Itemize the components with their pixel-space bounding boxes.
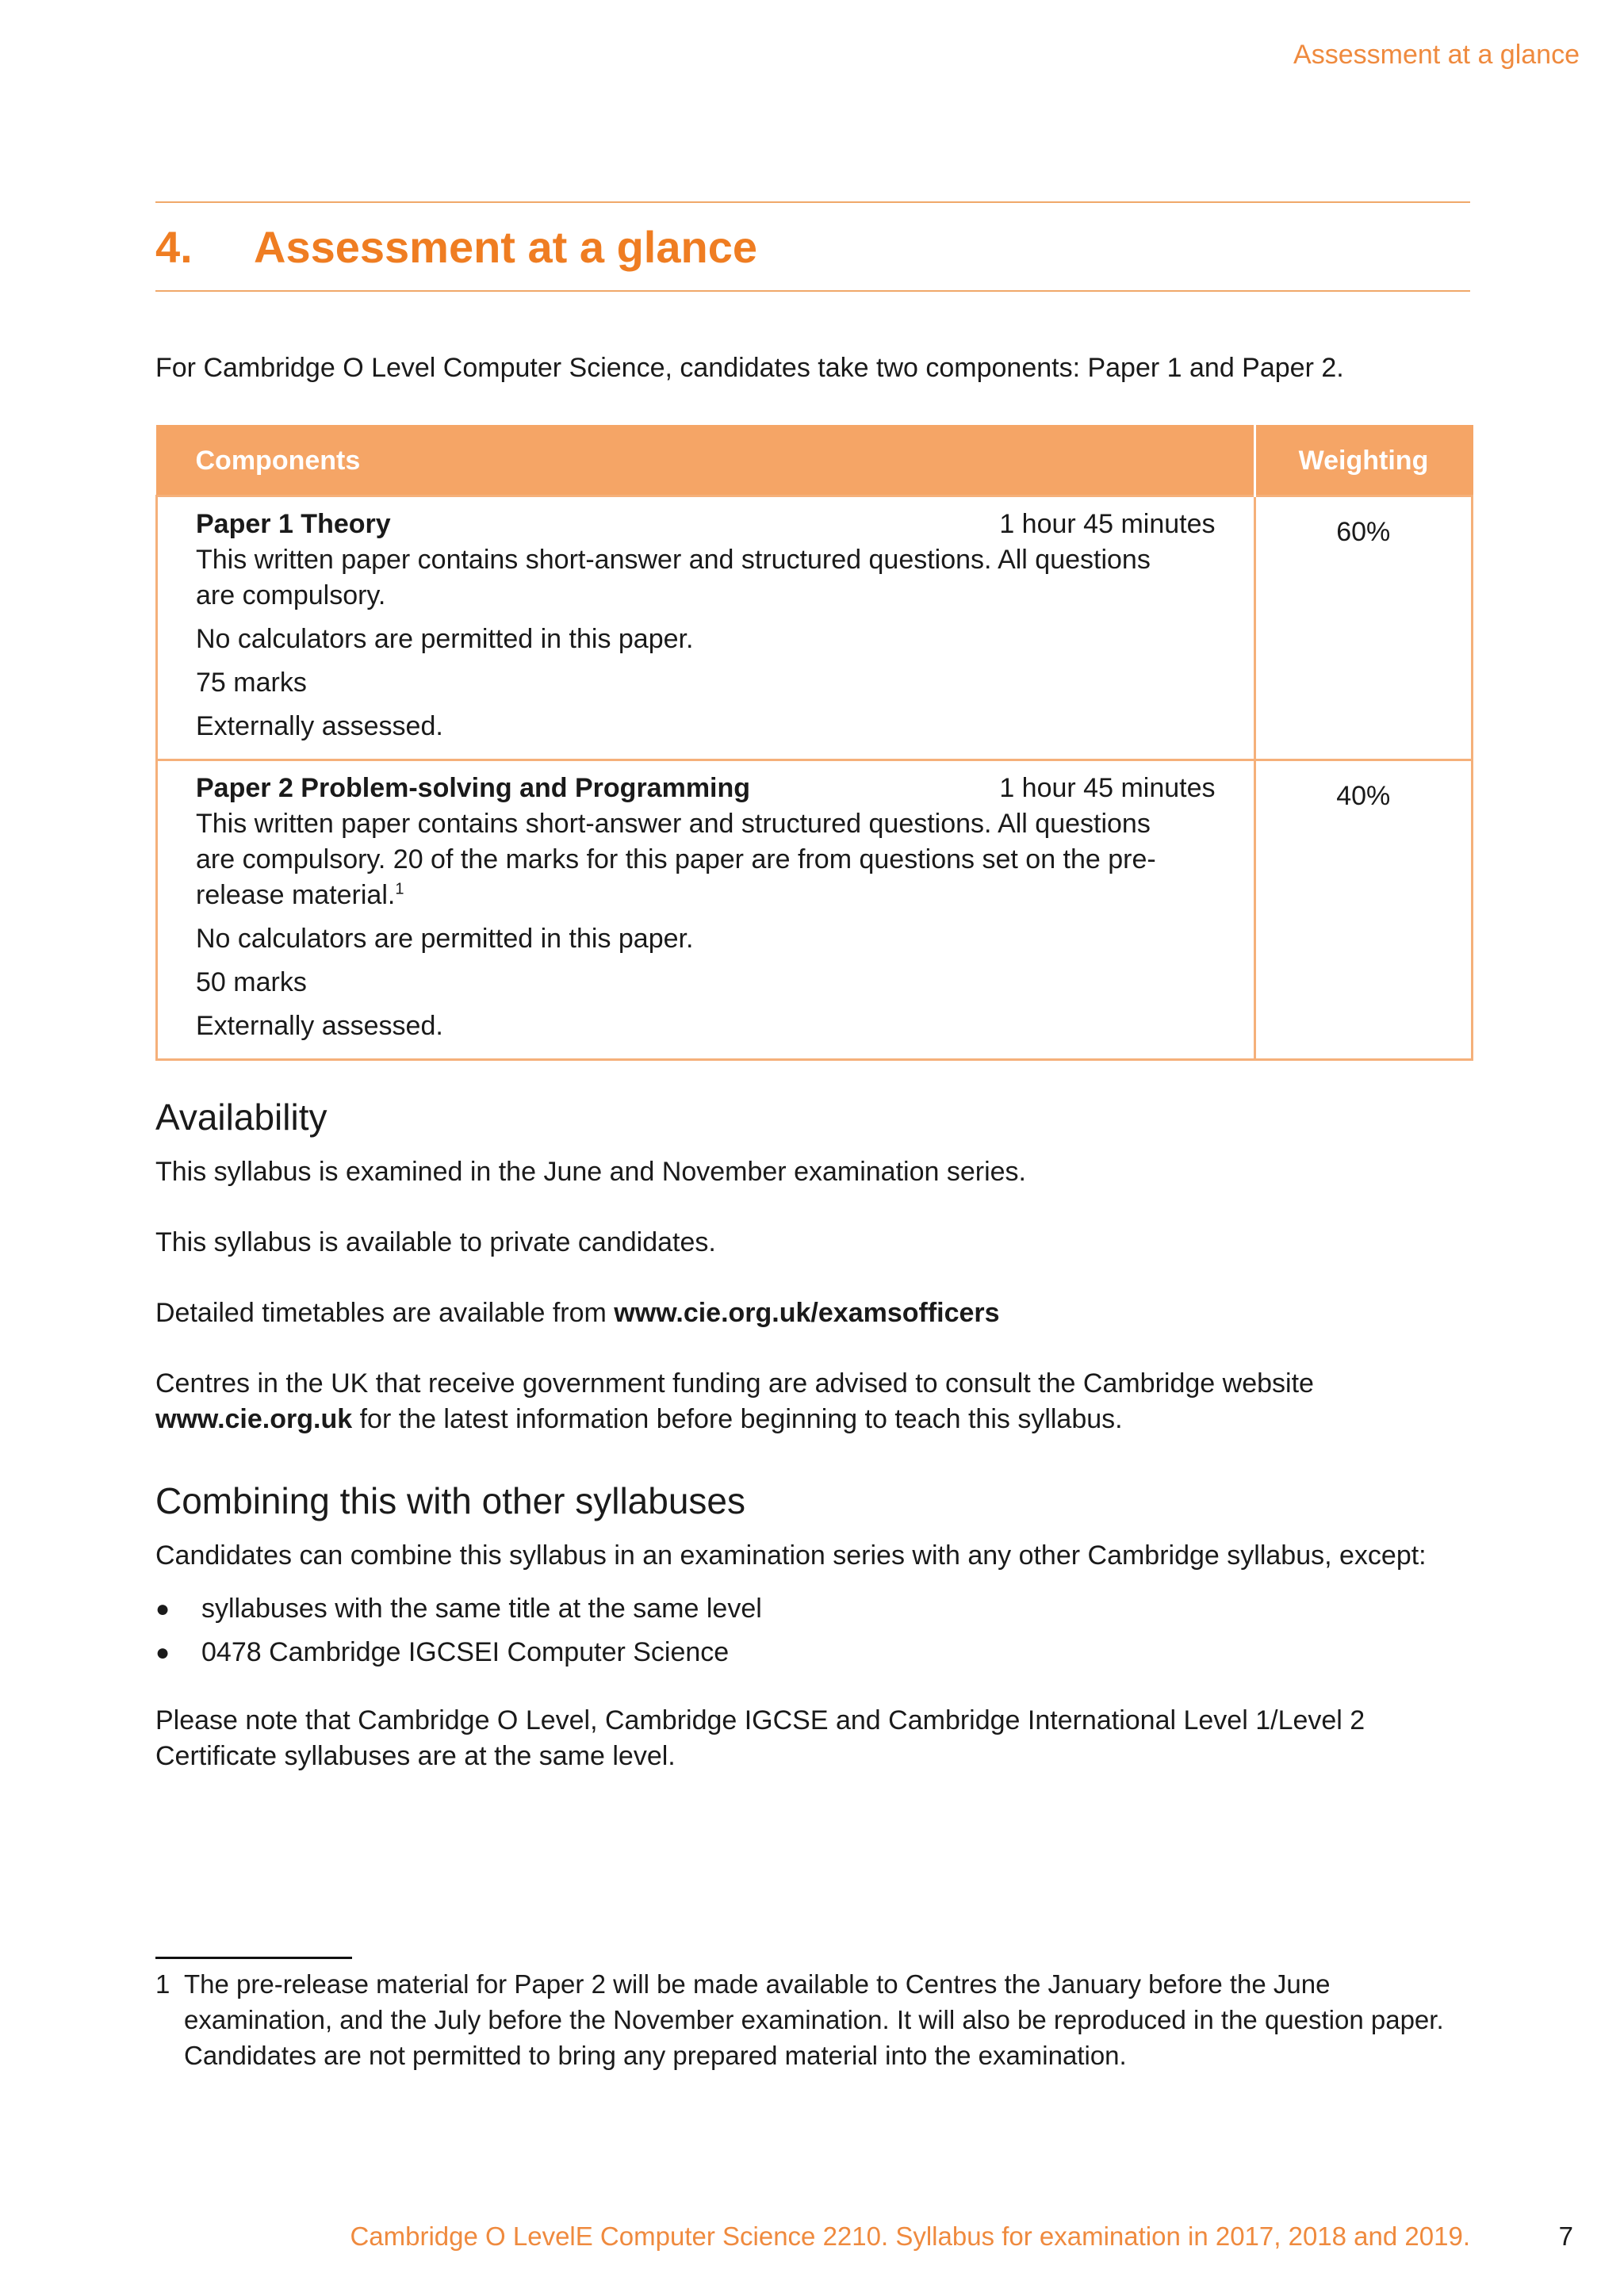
paper-marks: 75 marks xyxy=(196,668,307,698)
footnote-number: 1 xyxy=(155,1969,170,1999)
bullet-icon: ● xyxy=(155,1595,170,1622)
assessment-table xyxy=(155,425,1473,1061)
paper-duration: 1 hour 45 minutes xyxy=(999,509,1216,539)
paper-name: Paper 1 Theory xyxy=(196,509,391,539)
availability-heading: Availability xyxy=(155,1096,327,1138)
private-candidates-paragraph: This syllabus is available to private candidates. xyxy=(155,1227,716,1257)
cie-website-link[interactable]: www.cie.org.uk xyxy=(155,1404,353,1434)
list-item: ● 0478 Cambridge IGCSEI Computer Science xyxy=(155,1637,730,1667)
paper-duration: 1 hour 45 minutes xyxy=(999,773,1216,803)
uk-centres-paragraph: Centres in the UK that receive government funding are advised to consult the Cambridge website www.cie.org.uk for the latest information before beginning to teach this syllabus. xyxy=(155,1368,1314,1434)
section-heading xyxy=(155,201,1470,292)
footnote xyxy=(155,1966,1472,2073)
paper-calculators: No calculators are permitted in this paper. xyxy=(196,924,694,954)
table-row xyxy=(157,760,1473,1060)
paper-description: This written paper contains short-answer and structured questions. All questions are compulsory. 20 of the marks for this paper are from questions set on the pre-release material.$^1$ xyxy=(196,809,1156,910)
bullet-icon: ● xyxy=(155,1639,170,1666)
table-row xyxy=(157,496,1473,760)
timetables-paragraph: Detailed timetables are available from www.cie.org.uk/examsofficers xyxy=(155,1298,1000,1328)
weighting-cell: 40% xyxy=(1254,760,1473,1060)
footnote-divider xyxy=(155,1957,352,1959)
paper-assessment: Externally assessed. xyxy=(196,711,443,741)
exams-officers-link[interactable]: www.cie.org.uk/examsofficers xyxy=(614,1298,1000,1328)
paper-heading xyxy=(196,771,1216,806)
section-title: Assessment at a glance xyxy=(254,221,757,272)
paper-heading xyxy=(196,507,1216,542)
component-cell xyxy=(157,760,1255,1060)
combining-heading: Combining this with other syllabuses xyxy=(155,1480,746,1521)
exceptions-list xyxy=(155,1587,762,1674)
paper-calculators: No calculators are permitted in this paper. xyxy=(196,624,694,654)
combining-intro: Candidates can combine this syllabus in an examination series with any other Cambridge syllabus, except: xyxy=(155,1540,1427,1571)
footnote-reference[interactable]: 1 xyxy=(395,880,404,898)
availability-paragraph: This syllabus is examined in the June and November examination series. xyxy=(155,1157,1026,1187)
footnote-text: The pre-release material for Paper 2 will be made available to Centres the January before the June examination, and the July before the November examination. It will also be reproduced in the question paper. Candidates are not permitted to bring any prepared material into the examination. xyxy=(184,1969,1444,2070)
paper-marks: 50 marks xyxy=(196,967,307,997)
component-cell xyxy=(157,496,1255,760)
section-number: 4. xyxy=(155,221,193,272)
paper-description: This written paper contains short-answer and structured questions. All questions are compulsory. xyxy=(196,545,1151,610)
components-header: Components xyxy=(157,426,1255,496)
list-item: ● syllabuses with the same title at the same level xyxy=(155,1594,762,1624)
paper-assessment: Externally assessed. xyxy=(196,1011,443,1041)
intro-paragraph: For Cambridge O Level Computer Science, candidates take two components: Paper 1 and Paper 2. xyxy=(155,353,1344,383)
running-header: Assessment at a glance xyxy=(1293,40,1580,70)
weighting-cell: 60% xyxy=(1254,496,1473,760)
paper-name: Paper 2 Problem-solving and Programming xyxy=(196,773,751,803)
page-footer: Cambridge O LevelE Computer Science 2210. Syllabus for examination in 2017, 2018 and 2019. xyxy=(350,2221,1470,2251)
page-number: 7 xyxy=(1558,2221,1573,2251)
same-level-note: Please note that Cambridge O Level, Cambridge IGCSE and Cambridge International Level 1/Level 2 Certificate syllabuses are at the same level. xyxy=(155,1705,1365,1771)
weighting-header: Weighting xyxy=(1254,426,1473,496)
table-header-row xyxy=(157,426,1473,496)
